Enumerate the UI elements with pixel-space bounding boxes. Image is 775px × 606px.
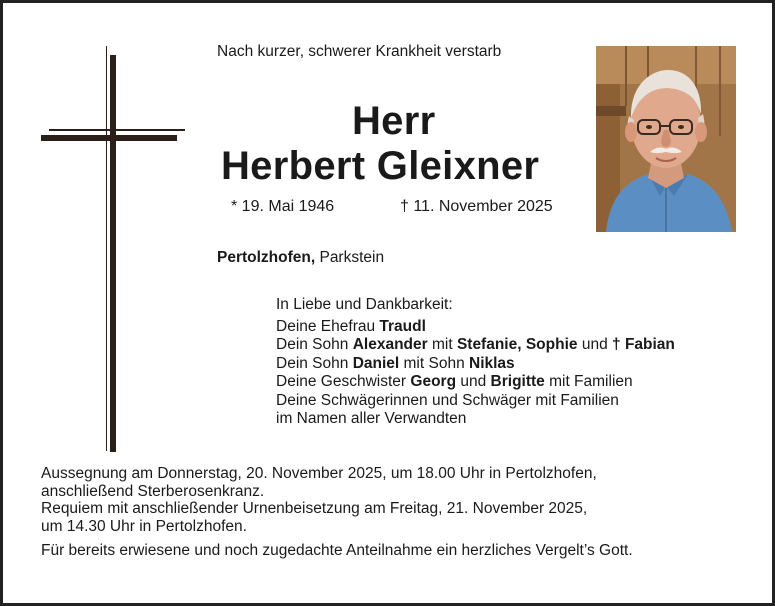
- title-salutation: Herr: [352, 99, 436, 143]
- intro-text: Nach kurzer, schwerer Krankheit verstarb: [217, 43, 502, 60]
- mourner-line: [276, 355, 675, 374]
- mourner-name: Brigitte: [490, 373, 545, 390]
- mourner-line: [276, 336, 675, 355]
- birth-date: * 19. Mai 1946: [231, 198, 335, 215]
- cross-vertical-thin-line: [106, 46, 107, 451]
- mourner-name: Stefanie, Sophie: [456, 336, 578, 353]
- residence: [217, 249, 384, 267]
- death-date: † 11. November 2025: [400, 198, 553, 215]
- mourner-name: Niklas: [469, 354, 515, 372]
- mourners-heading: In Liebe und Dankbarkeit:: [276, 296, 453, 313]
- portrait-illustration: [596, 46, 736, 232]
- mourner-relation-text: Deine Geschwister: [276, 373, 411, 390]
- rosary-info: anschließend Sterberosenkranz.: [41, 482, 265, 500]
- mourner-name: Daniel: [352, 354, 400, 372]
- mourner-relation-text: Dein Sohn: [276, 354, 353, 372]
- residence-primary: Pertolzhofen,: [217, 249, 316, 266]
- mourner-relation-text: und: [456, 373, 491, 390]
- mourner-line: [276, 318, 675, 337]
- mourner-name: Alexander: [352, 336, 428, 353]
- cross-horizontal-thick-line: [41, 135, 177, 141]
- cross-horizontal-thin-line: [49, 129, 185, 131]
- mourner-name: Traudl: [379, 317, 426, 335]
- mourners-block: [276, 296, 675, 429]
- requiem-info: Requiem mit anschließender Urnenbeisetzung am Freitag, 21. November 2025,: [41, 500, 588, 517]
- deceased-name: Herbert Gleixner: [221, 144, 540, 188]
- mourner-relation-text: mit Familien: [544, 373, 633, 390]
- mourner-line: [276, 373, 675, 392]
- blessing-info: Aussegnung am Donnerstag, 20. November 2025, um 18.00 Uhr in Pertolzhofen,: [41, 465, 597, 482]
- residence-secondary: Parkstein: [315, 249, 385, 266]
- portrait-photo: [596, 46, 736, 232]
- mourners-list: [276, 318, 675, 429]
- mourner-relation-text: und: [577, 336, 613, 353]
- mourner-relation-text: Deine Ehefrau: [276, 317, 380, 335]
- cross-vertical-thick-line: [110, 55, 116, 452]
- mourner-name: Georg: [410, 373, 457, 390]
- mourner-name: † Fabian: [612, 336, 675, 353]
- mourner-relation-text: im Namen aller Verwandten: [276, 410, 467, 427]
- mourner-line: [276, 392, 675, 411]
- mourner-line: [276, 410, 675, 429]
- mourner-relation-text: mit: [427, 336, 457, 353]
- mourner-relation-text: Deine Schwägerinnen und Schwäger mit Familien: [276, 391, 619, 409]
- requiem-time-info: um 14.30 Uhr in Pertolzhofen.: [41, 517, 247, 535]
- mourner-relation-text: Dein Sohn: [276, 336, 353, 353]
- thanks-text: Für bereits erwiesene und noch zugedachte Anteilnahme ein herzliches Vergelt’s Gott.: [41, 542, 633, 559]
- service-details: [41, 465, 633, 560]
- mourner-relation-text: mit Sohn: [399, 354, 469, 372]
